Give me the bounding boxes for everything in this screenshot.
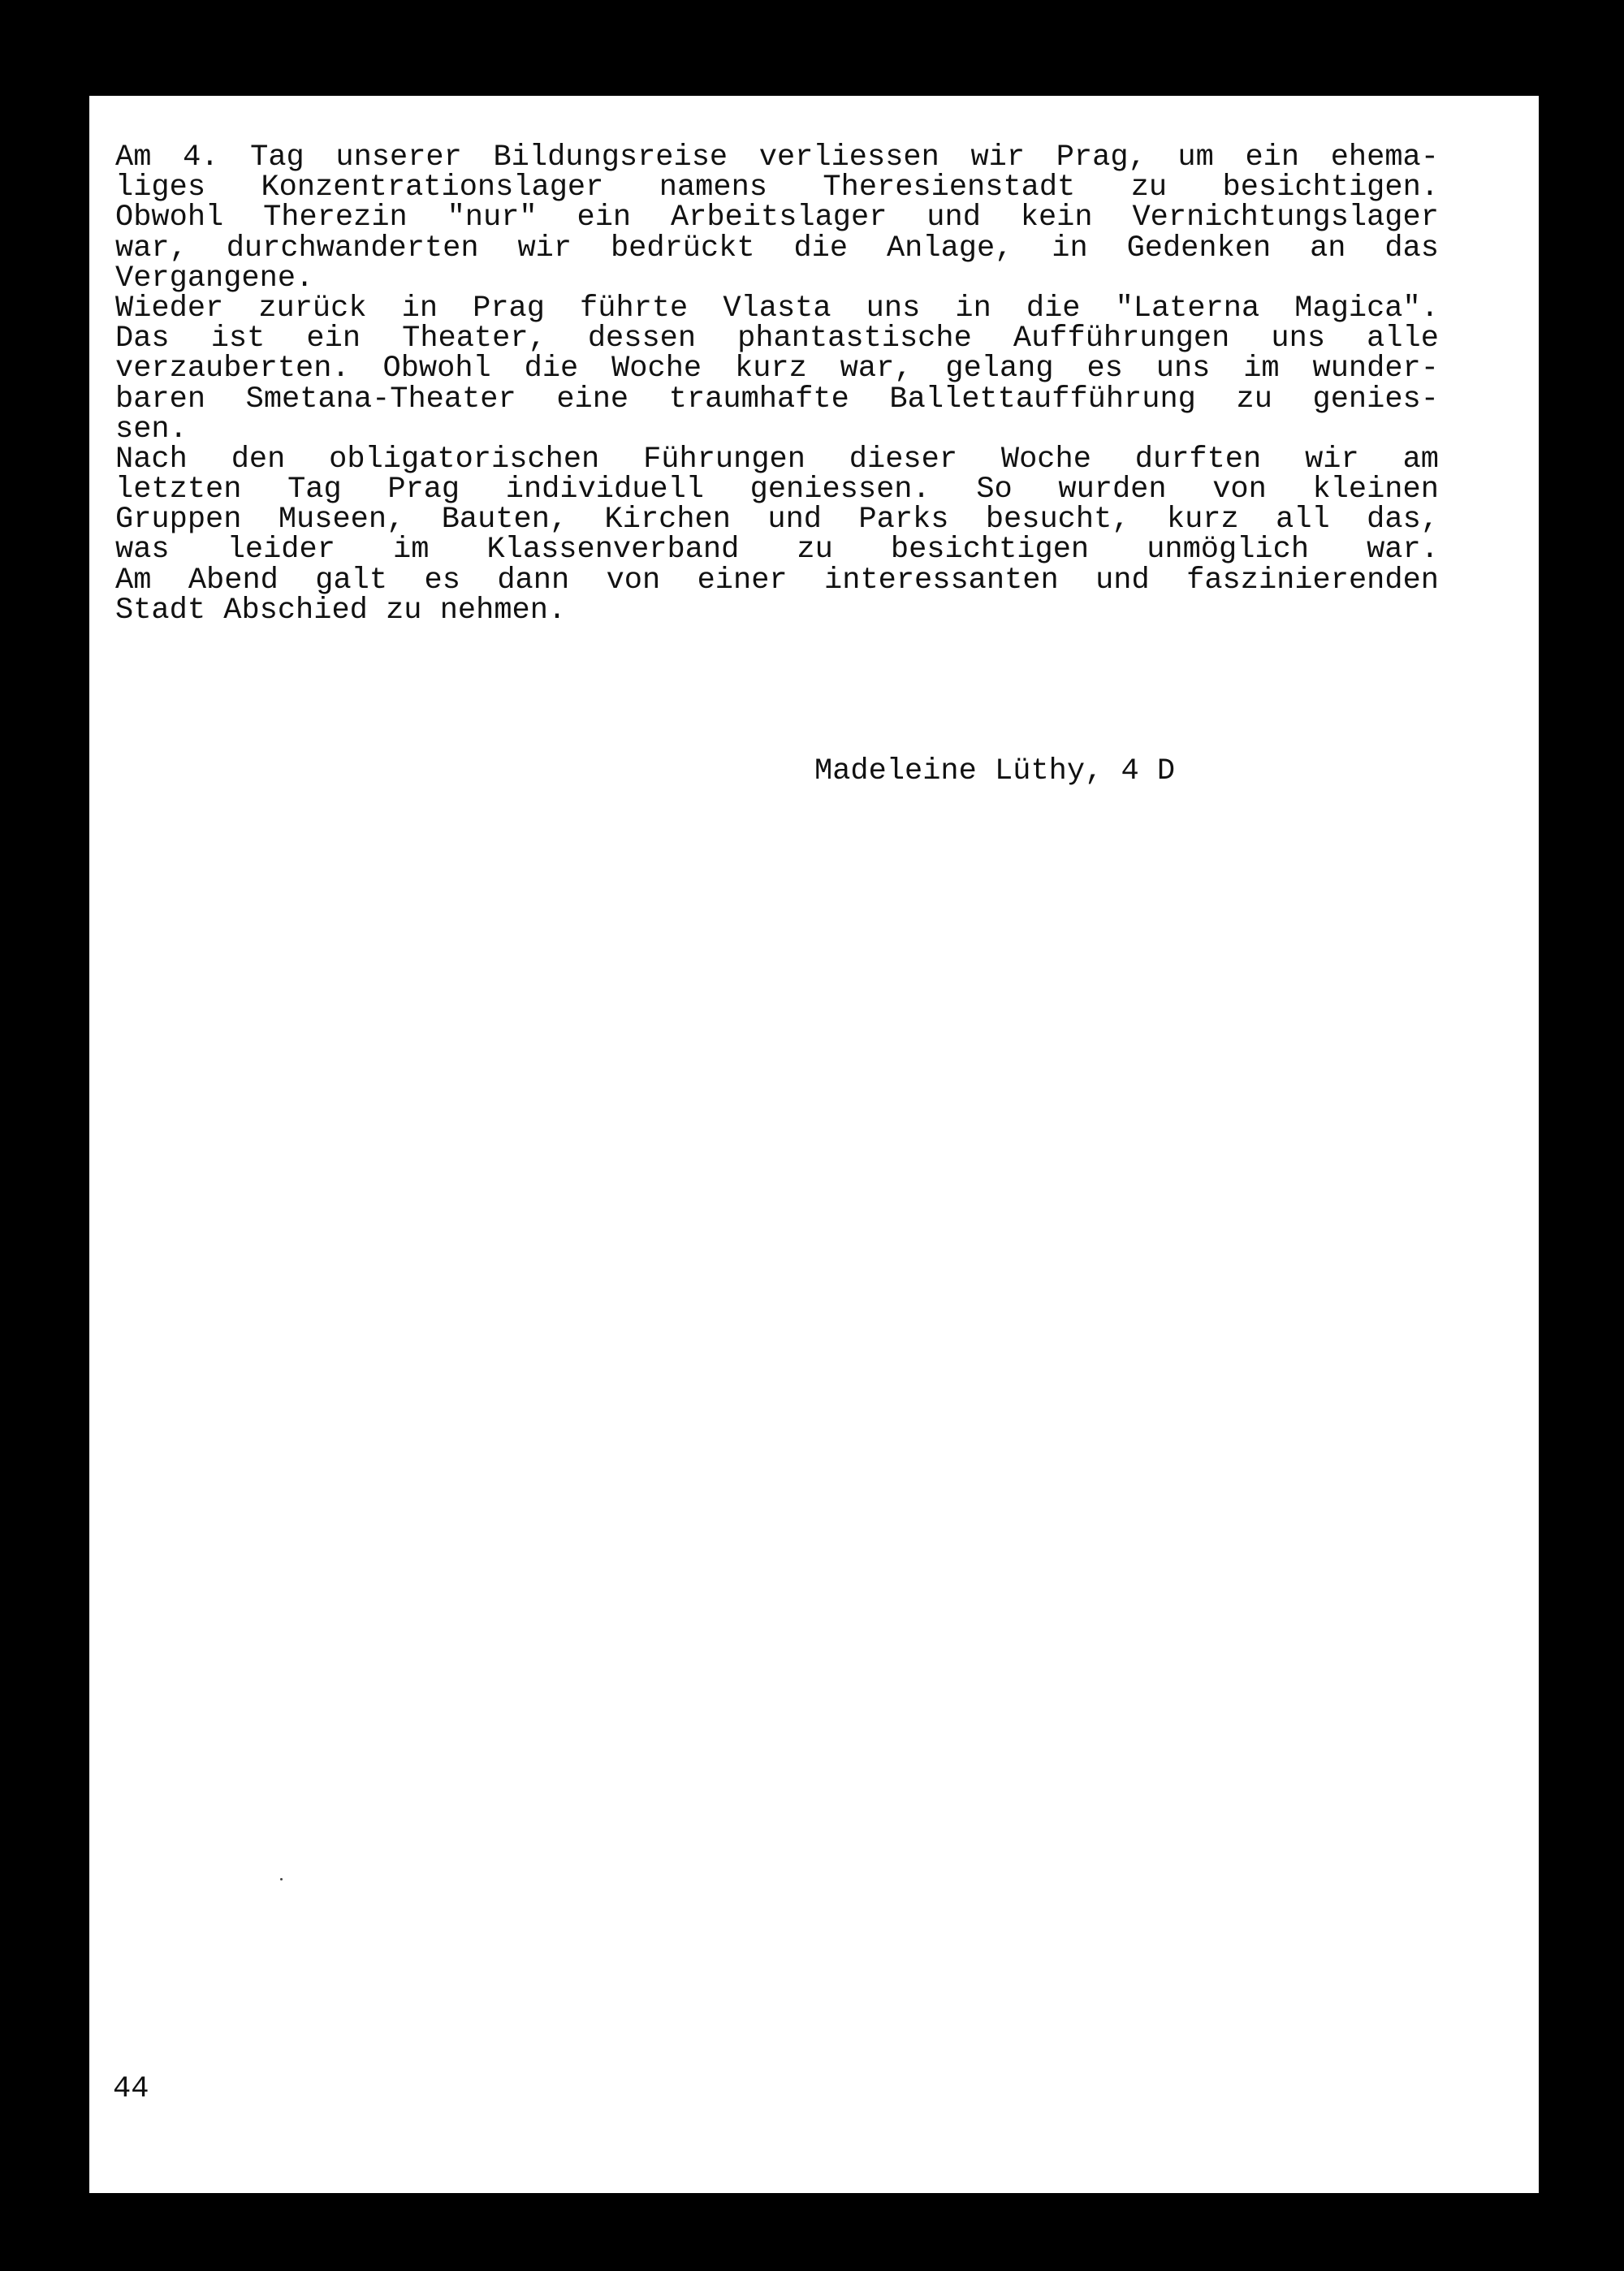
- body-word: Abend: [188, 563, 279, 598]
- body-word: durchwanderten: [226, 231, 479, 266]
- body-word: Tag: [250, 140, 304, 175]
- body-word: die: [524, 352, 579, 386]
- body-word: 4.: [183, 140, 219, 175]
- body-word: verzauberten.: [115, 352, 350, 386]
- body-line: [115, 503, 1439, 538]
- body-line: [115, 231, 1439, 266]
- body-word: Anlage,: [886, 231, 1013, 266]
- body-word: zu: [1236, 382, 1272, 417]
- body-word: "Laterna: [1115, 291, 1260, 326]
- body-word: Magica".: [1294, 291, 1439, 326]
- body-word: die: [793, 231, 849, 266]
- body-word: dieser: [849, 442, 958, 477]
- body-word: uns: [866, 291, 921, 326]
- body-word: zu: [1130, 171, 1168, 205]
- body-word: besichtigen.: [1222, 171, 1439, 205]
- body-word: galt: [315, 563, 388, 598]
- body-word: Konzentrationslager: [261, 171, 604, 205]
- body-line: [115, 442, 1439, 477]
- body-word: Gruppen: [115, 503, 242, 538]
- body-word: wurden: [1058, 473, 1167, 507]
- body-word: im: [392, 533, 430, 568]
- body-word: uns: [1271, 322, 1326, 356]
- body-word: besichtigen: [890, 533, 1090, 568]
- body-word: Theater,: [402, 322, 546, 356]
- page-number: 44: [113, 2072, 149, 2106]
- body-word: es: [1086, 352, 1123, 386]
- body-word: Obwohl: [382, 352, 491, 386]
- body-word: durften: [1134, 442, 1262, 477]
- body-word: im: [1243, 352, 1280, 386]
- body-word: baren: [115, 382, 206, 417]
- body-word: ehema-: [1330, 140, 1439, 175]
- body-word: sen.: [115, 412, 188, 447]
- body-word: phantastische: [737, 322, 972, 356]
- body-word: einer: [697, 563, 788, 598]
- body-word: Arbeitslager: [670, 201, 888, 235]
- body-word: letzten: [115, 473, 242, 507]
- body-word: Abschied: [223, 593, 387, 628]
- body-word: So: [976, 473, 1013, 507]
- body-word: Museen,: [278, 503, 405, 538]
- body-line: [115, 354, 1439, 384]
- body-word: all: [1276, 503, 1330, 538]
- body-word: um: [1177, 140, 1214, 175]
- body-word: und: [767, 503, 822, 538]
- body-word: von: [606, 563, 661, 598]
- body-word: Woche: [1000, 442, 1091, 477]
- body-word: war,: [840, 352, 913, 386]
- body-word: obligatorischen: [329, 442, 600, 477]
- body-word: in: [401, 291, 438, 326]
- body-word: wunder-: [1312, 352, 1439, 386]
- body-word: Bauten,: [441, 503, 568, 538]
- body-word: führte: [580, 291, 689, 326]
- body-word: es: [424, 563, 460, 598]
- body-word: verliessen: [758, 140, 939, 175]
- body-word: kurz: [1166, 503, 1239, 538]
- body-word: kurz: [734, 352, 807, 386]
- body-word: namens: [659, 171, 767, 205]
- body-word: am: [1402, 442, 1439, 477]
- body-word: "nur": [447, 201, 538, 235]
- body-word: wir: [1305, 442, 1359, 477]
- body-line: [115, 173, 1439, 203]
- body-line: [115, 412, 1439, 447]
- body-word: traumhafte: [668, 382, 849, 417]
- body-word: Obwohl: [115, 201, 224, 235]
- body-word: war,: [115, 231, 188, 266]
- body-word: den: [231, 442, 286, 477]
- body-word: Vlasta: [723, 291, 831, 326]
- body-word: ist: [210, 322, 266, 356]
- body-word: kleinen: [1312, 473, 1439, 507]
- body-word: Vernichtungslager: [1132, 201, 1439, 235]
- body-word: Gedenken: [1126, 231, 1272, 266]
- body-word: unmöglich: [1147, 533, 1310, 568]
- body-word: Nach: [115, 442, 188, 477]
- body-word: und: [926, 201, 981, 235]
- body-line: [115, 475, 1439, 505]
- body-line: [115, 382, 1439, 417]
- body-word: Theresienstadt: [823, 171, 1076, 205]
- body-word: besucht,: [985, 503, 1130, 538]
- body-word: dessen: [587, 322, 697, 356]
- body-word: in: [1052, 231, 1088, 266]
- body-word: alle: [1367, 322, 1439, 356]
- body-word: an: [1310, 231, 1346, 266]
- body-word: Ballettaufführung: [889, 382, 1196, 417]
- report-body: [115, 140, 1439, 628]
- body-word: eine: [556, 382, 629, 417]
- scan-speck: [280, 1878, 283, 1880]
- body-word: von: [1212, 473, 1267, 507]
- body-word: Vergangene.: [115, 261, 314, 296]
- body-word: leider: [227, 533, 335, 568]
- body-word: dann: [497, 563, 570, 598]
- body-word: Woche: [611, 352, 702, 386]
- body-word: ein: [577, 201, 632, 235]
- body-word: war.: [1367, 533, 1439, 568]
- body-word: und: [1095, 563, 1150, 598]
- body-line: [115, 291, 1439, 326]
- body-word: ein: [306, 322, 361, 356]
- body-word: Smetana-Theater: [245, 382, 516, 417]
- body-word: uns: [1155, 352, 1211, 386]
- body-word: Am: [115, 563, 152, 598]
- body-word: ein: [1245, 140, 1300, 175]
- body-word: Therezin: [263, 201, 408, 235]
- body-line: [115, 324, 1439, 354]
- body-word: Parks: [858, 503, 949, 538]
- body-word: interessanten: [824, 563, 1059, 598]
- body-word: Am: [115, 140, 152, 175]
- body-line: [115, 533, 1439, 568]
- body-line: [115, 140, 1439, 175]
- body-line: [115, 563, 1439, 598]
- body-word: wir: [517, 231, 572, 266]
- body-word: wir: [970, 140, 1026, 175]
- body-word: Prag: [387, 473, 460, 507]
- body-word: Führungen: [643, 442, 806, 477]
- body-word: Prag,: [1056, 140, 1147, 175]
- body-word: faszinierenden: [1186, 563, 1439, 598]
- body-word: zurück: [258, 291, 367, 326]
- body-word: Bildungsreise: [493, 140, 728, 175]
- body-word: kein: [1020, 201, 1093, 235]
- body-word: Kirchen: [604, 503, 731, 538]
- body-word: Stadt: [115, 593, 224, 628]
- body-word: zu: [386, 593, 440, 628]
- body-line: [115, 593, 1439, 628]
- body-word: individuell: [505, 473, 705, 507]
- body-word: das: [1384, 231, 1439, 266]
- body-word: liges: [115, 171, 206, 205]
- body-word: Wieder: [115, 291, 224, 326]
- body-word: was: [115, 533, 170, 568]
- body-word: zu: [797, 533, 833, 568]
- author-signature: Madeleine Lüthy, 4 D: [814, 754, 1176, 788]
- body-line: [115, 203, 1439, 233]
- body-word: genies-: [1312, 382, 1439, 417]
- body-word: unserer: [335, 140, 462, 175]
- body-word: gelang: [945, 352, 1054, 386]
- body-word: in: [955, 291, 991, 326]
- body-word: Aufführungen: [1013, 322, 1230, 356]
- body-line: [115, 261, 1439, 296]
- body-word: das,: [1367, 503, 1439, 538]
- body-word: Das: [115, 322, 170, 356]
- body-word: Klassenverband: [486, 533, 740, 568]
- body-word: die: [1026, 291, 1081, 326]
- body-word: Prag: [473, 291, 545, 326]
- body-word: geniessen.: [749, 473, 931, 507]
- body-word: nehmen.: [439, 593, 567, 628]
- body-word: bedrückt: [610, 231, 755, 266]
- body-word: Tag: [287, 473, 342, 507]
